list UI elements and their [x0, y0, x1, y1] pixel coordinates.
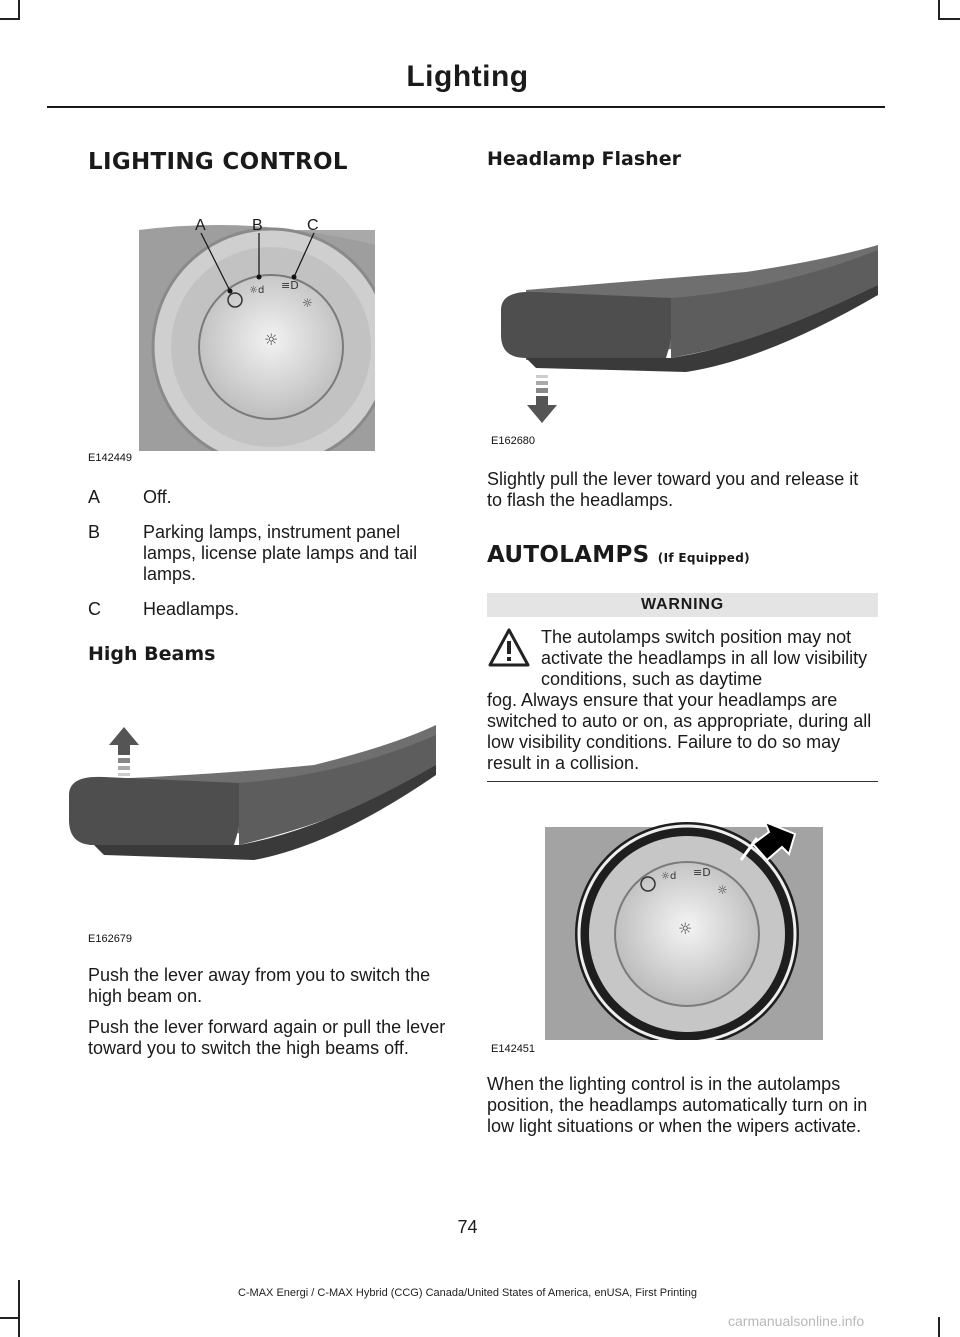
lever-illustration: [496, 240, 878, 430]
lighting-dial-illustration: [139, 215, 375, 451]
svg-text:≡D: ≡D: [693, 866, 711, 879]
legend-text: Headlamps.: [143, 599, 240, 619]
legend-text: Off.: [143, 487, 172, 507]
body-text: fog. Always ensure that your headlamps are switched to auto or on, as appropriate, during all low visibility conditions. Failure to do so may result in a collision.: [487, 690, 872, 773]
svg-text:☼: ☼: [264, 330, 279, 349]
warning-divider: [487, 781, 878, 782]
svg-text:☼d: ☼d: [249, 285, 265, 296]
warning-text-rest: [487, 690, 879, 774]
crop-mark: [940, 18, 960, 20]
figure-legend: [88, 487, 448, 634]
svg-text:☼d: ☼d: [661, 871, 677, 882]
figure-high-beam-lever: [64, 705, 436, 930]
paragraph: [88, 965, 448, 1007]
body-text: When the lighting control is in the autolamps position, the headlamps automatically turn on in low light situations or when the wipers activate.: [487, 1074, 868, 1136]
body-text: Push the lever away from you to switch the high beam on.: [88, 965, 431, 1006]
heading: AUTOLAMPS: [487, 542, 650, 568]
figure-headlamp-flasher-lever: [496, 240, 878, 430]
callout-label-c: C: [307, 217, 319, 234]
section-title-autolamps: [487, 542, 750, 568]
page-header-title: Lighting: [406, 60, 529, 93]
watermark: carmanualsonline.info: [728, 1313, 865, 1329]
crop-mark: [938, 0, 940, 20]
svg-text:☼: ☼: [678, 919, 693, 938]
legend-text: Parking lamps, instrument panel lamps, license plate lamps and tail lamps.: [143, 522, 418, 584]
body-text: The autolamps switch position may not activate the headlamps in all low visibility conditions, such as daytime: [541, 627, 868, 689]
figure-code: E162679: [88, 933, 133, 945]
section-title-high-beams: [88, 643, 215, 665]
crop-mark: [18, 0, 20, 20]
paragraph: [487, 1074, 879, 1137]
footer-text: C-MAX Energi / C-MAX Hybrid (CCG) Canada/United States of America, enUSA, First Printing: [237, 1287, 698, 1299]
section-title-lighting-control: [88, 149, 348, 175]
crop-mark: [938, 1317, 940, 1337]
body-text: Push the lever forward again or pull the lever toward you to switch the high beams off.: [88, 1017, 446, 1058]
heading: Headlamp Flasher: [487, 148, 681, 170]
body-text: Slightly pull the lever toward you and release it to flash the headlamps.: [487, 469, 859, 510]
legend-key: C: [88, 599, 101, 619]
autolamps-dial-illustration: [545, 812, 823, 1040]
legend-row: [88, 487, 448, 508]
crop-mark: [0, 1317, 20, 1319]
legend-row: [88, 522, 448, 585]
paragraph: [88, 1017, 448, 1059]
crop-mark: [0, 18, 20, 20]
page-number: 74: [457, 1217, 478, 1237]
paragraph: [487, 469, 878, 511]
legend-key: B: [88, 522, 101, 542]
section-title-headlamp-flasher: [487, 148, 681, 170]
figure-code: E162680: [491, 435, 536, 447]
heading: High Beams: [88, 643, 216, 665]
heading: LIGHTING CONTROL: [88, 149, 348, 175]
warning-text-indented: [541, 627, 879, 690]
header-divider: [47, 106, 885, 108]
callout-label-b: B: [252, 217, 263, 234]
warning-triangle-icon: [487, 627, 531, 669]
legend-key: A: [88, 487, 101, 507]
heading-suffix: (If Equipped): [657, 551, 750, 565]
svg-text:≡D: ≡D: [281, 279, 299, 292]
warning-heading: WARNING: [487, 593, 878, 617]
figure-autolamps-dial: [545, 812, 823, 1040]
svg-text:☼: ☼: [717, 883, 728, 897]
figure-code: E142451: [491, 1043, 536, 1055]
legend-row: [88, 599, 448, 620]
figure-lighting-control-dial: [139, 215, 375, 451]
figure-code: E142449: [88, 452, 133, 464]
svg-text:☼: ☼: [302, 296, 313, 310]
callout-label-a: A: [195, 217, 206, 234]
lever-illustration: [64, 705, 436, 930]
